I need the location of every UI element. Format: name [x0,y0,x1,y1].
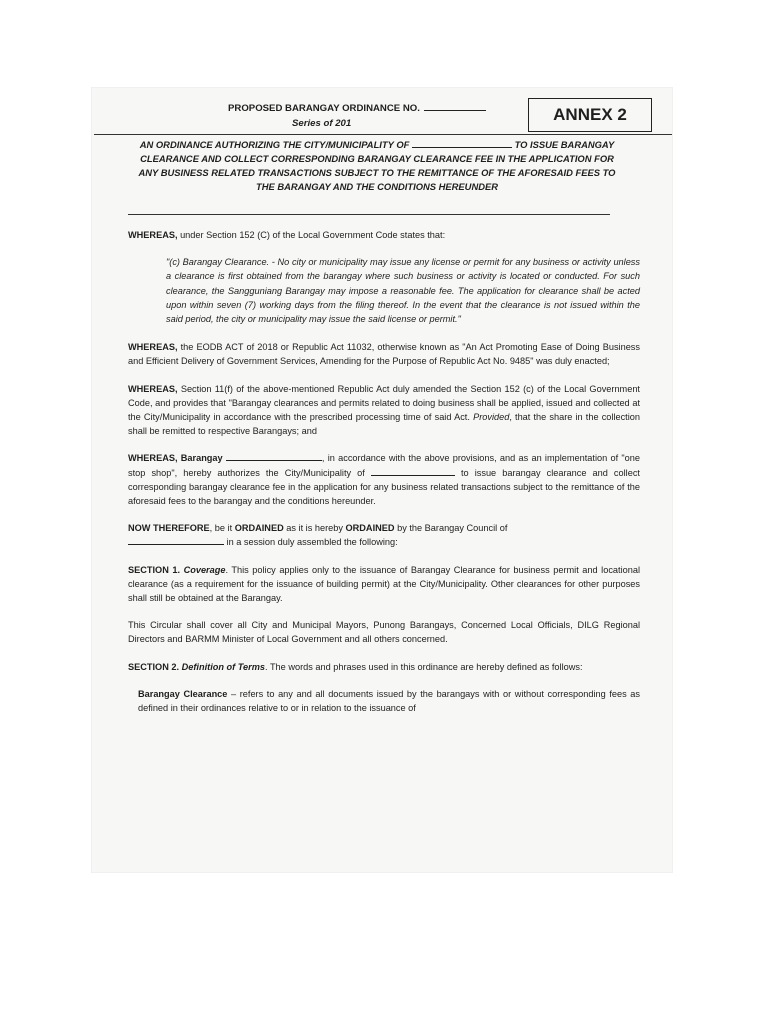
document-header [128,102,640,132]
now-therefore-text-c: by the Barangay Council of [394,523,508,534]
definition-text: – refers to any and all documents issued by the barangays with or without corresponding fees as defined in their ordinances relative to or in relation to the issuance of [138,688,640,714]
ordained-1: ORDAINED [234,523,284,534]
definition-term: Barangay Clearance [138,688,228,699]
section-1-lead: SECTION 1. [128,564,181,575]
ordinance-number-label: PROPOSED BARANGAY ORDINANCE NO. [228,103,420,114]
header-divider [94,134,672,135]
ordinance-number [228,102,486,116]
whereas-1-lead: WHEREAS, [128,230,178,240]
council-name-blank [128,544,224,545]
document-page [92,88,672,872]
section-2-lead: SECTION 2. [128,661,180,672]
document-body [128,228,640,728]
whereas-3-text-b: , that the share in the collection shall be remitted to respective Barangays; and [128,412,640,437]
whereas-4-text-b: to issue barangay clearance and collect corresponding barangay clearance fee in the application for any business related transactions subject to the remittance of the aforesaid fees to the barangay and the conditions hereunder. [128,467,640,507]
now-therefore-text-b: as it is hereby [283,523,346,534]
section-2-title: Definition of Terms [181,661,265,672]
whereas-3-provided: Provided [473,412,510,423]
whereas-1 [128,228,640,242]
whereas-4-lead: WHEREAS, Barangay [128,453,223,464]
whereas-4 [128,451,640,508]
whereas-2-text: the EODB ACT of 2018 or Republic Act 11032, otherwise known as "An Act Promoting Ease of Doing Business and Efficient Delivery of Government Services, Amending for the Purpose of Republic Act No. 9485" was duly enacted; [128,342,640,367]
definition-barangay-clearance [138,687,640,715]
whereas-2-lead: WHEREAS, [128,342,178,353]
section-2 [128,660,640,674]
ordinance-number-blank [424,110,486,111]
title-line-end: TO ISSUE [514,139,559,150]
section-2-text: . The words and phrases used in this ordinance are hereby defined as follows: [265,661,583,672]
lgc-quote: "(c) Barangay Clearance. - No city or municipality may issue any license or permit for any business or activity unless a clearance is first obtained from the barangay where such business or activity is located or conducted. For such clearance, the Sangguniang Barangay may impose a reasonable fee. The application for clearance shall be acted upon within seven (7) working days from the filing thereof. In the event that the clearance is not issued within the said period, the city or municipality may issue the said license or permit." [166,257,640,325]
whereas-3-lead: WHEREAS, [128,383,178,394]
whereas-3 [128,382,640,439]
whereas-3-text-a: Section 11(f) of the above-mentioned Republic Act duly amended the Section 152 (c) of the Local Government Code, and provides that "Barangay clearances and permits related to doing business shall be applied, issued and collected at the City/Municipality in accordance with the prescribed processing time of said Act. [128,383,640,423]
section-1 [128,563,640,606]
whereas-4-text-a: , in accordance with the above provisions, and as an implementation of "one stop shop", hereby authorizes the City/Municipality of [128,453,640,478]
section-1-title: Coverage [183,564,226,575]
title-rest: BARANGAY CLEARANCE AND COLLECT CORRESPONDING BARANGAY CLEARANCE FEE IN THE APPLICATION FOR ANY BUSINESS RELATED TRANSACTIONS SUBJECT TO THE REMITTANCE OF THE AFORESAID FEES TO THE BARANGAY AND THE CONDITIONS HEREUNDER [138,139,616,192]
ordinance-title [128,138,620,194]
title-divider [128,214,610,215]
city-name-blank [371,475,455,476]
section-1-text: . This policy applies only to the issuance of Barangay Clearance for business permit and locational clearance (as a requirement for the issuance of building permit) at the City/Municipality. Other clearances for other purposes shall still be obtained at the Barangay. [128,564,640,604]
now-therefore-text-d: in a session duly assembled the following: [224,537,398,548]
now-therefore-text-a: , be it [209,523,235,534]
annex-box: ANNEX 2 [528,98,652,132]
ordained-2: ORDAINED [345,523,395,534]
now-therefore-lead: NOW THEREFORE [128,523,210,534]
whereas-1-text: under Section 152 (C) of the Local Government Code states that: [177,230,446,240]
title-line-start: AN ORDINANCE AUTHORIZING THE CITY/MUNICIPALITY OF [139,139,410,150]
circular-coverage: This Circular shall cover all City and Municipal Mayors, Punong Barangays, Concerned Local Officials, DILG Regional Directors and BARMM Minister of Local Government and all others concerned. [128,620,640,645]
whereas-2 [128,340,640,368]
title-city-blank [412,147,512,148]
barangay-name-blank [226,460,322,461]
series-label: Series of 201 [292,118,352,129]
now-therefore [128,521,640,549]
